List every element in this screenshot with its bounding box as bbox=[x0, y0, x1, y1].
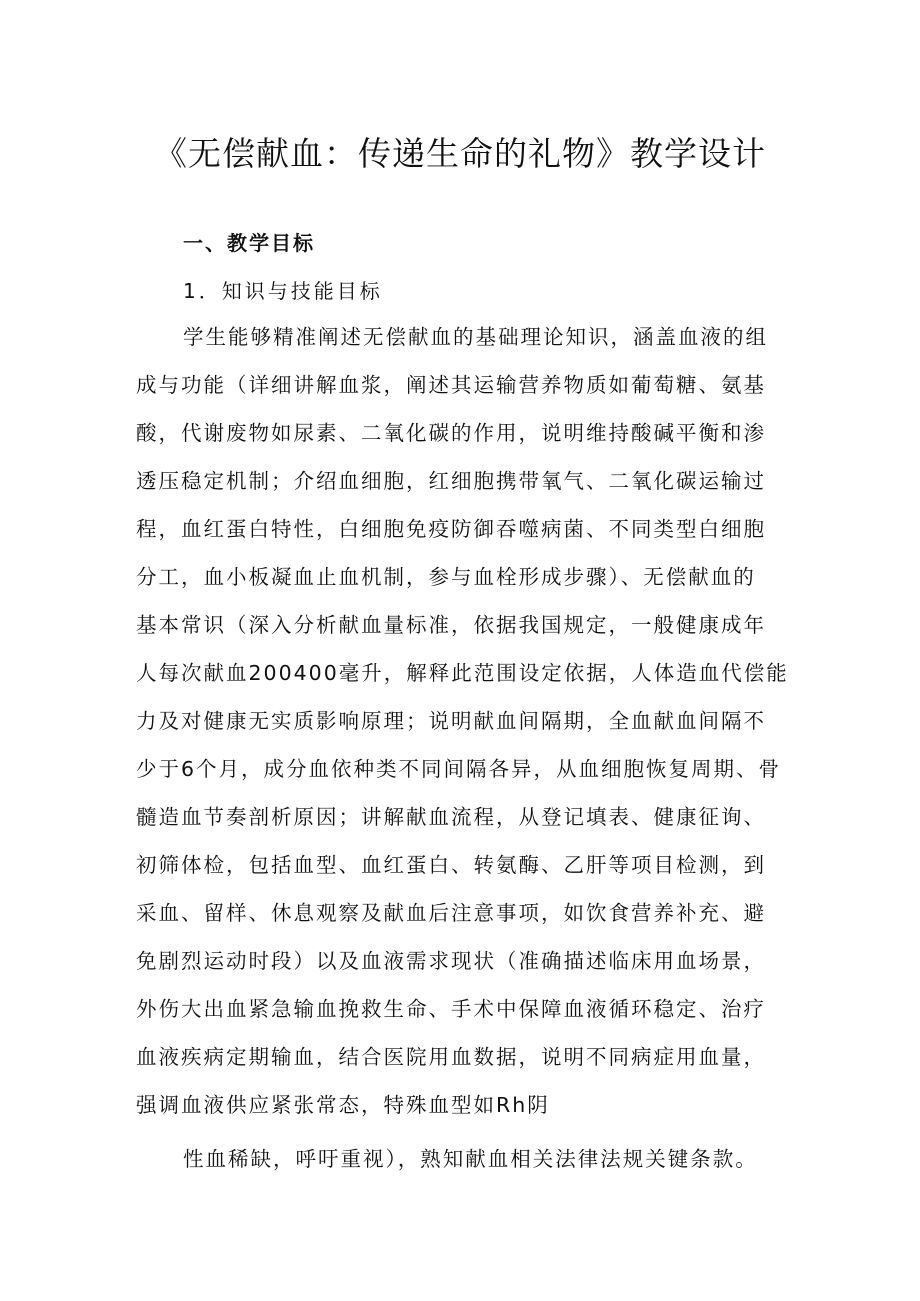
paragraph-line: 基本常识（深入分析献血量标准，依据我国规定，一般健康成年 bbox=[136, 613, 766, 637]
paragraph-line: 强调血液供应紧张常态，特殊血型如Rh阴 bbox=[136, 1093, 550, 1117]
paragraph-line: 髓造血节奏剖析原因；讲解献血流程，从登记填表、健康征询、 bbox=[136, 805, 766, 829]
paragraph-line: 少于6个月，成分血依种类不同间隔各异，从血细胞恢复周期、骨 bbox=[136, 757, 782, 781]
body-paragraph bbox=[136, 313, 796, 1129]
paragraph-line: 血液疾病定期输血，结合医院用血数据，说明不同病症用血量， bbox=[136, 1045, 766, 1069]
paragraph-line: 程，血红蛋白特性，白细胞免疫防御吞噬病菌、不同类型白细胞 bbox=[136, 517, 766, 541]
paragraph-line: 酸，代谢废物如尿素、二氧化碳的作用，说明维持酸碱平衡和渗 bbox=[136, 421, 766, 445]
paragraph-line: 透压稳定机制；介绍血细胞，红细胞携带氧气、二氧化碳运输过 bbox=[136, 469, 766, 493]
paragraph-line: 分工，血小板凝血止血机制，参与血栓形成步骤）、无偿献血的 bbox=[136, 565, 756, 589]
paragraph-line: 成与功能（详细讲解血浆，阐述其运输营养物质如葡萄糖、氨基 bbox=[136, 373, 766, 397]
paragraph-line: 外伤大出血紧急输血挽救生命、手术中保障血液循环稳定、治疗 bbox=[136, 997, 766, 1021]
paragraph-line: 人每次献血200400毫升，解释此范围设定依据，人体造血代偿能 bbox=[136, 661, 789, 685]
subheading: 1．知识与技能目标 bbox=[183, 279, 383, 303]
paragraph-line: 免剧烈运动时段）以及血液需求现状（准确描述临床用血场景， bbox=[136, 949, 766, 973]
body-paragraph-continued bbox=[136, 1135, 796, 1183]
document-title: 《无偿献血：传递生命的礼物》教学设计 bbox=[154, 134, 766, 173]
paragraph-line: 力及对健康无实质影响原理；说明献血间隔期，全血献血间隔不 bbox=[136, 709, 766, 733]
paragraph-line: 采血、留样、休息观察及献血后注意事项，如饮食营养补充、避 bbox=[136, 901, 766, 925]
paragraph-line: 初筛体检，包括血型、血红蛋白、转氨酶、乙肝等项目检测，到 bbox=[136, 853, 766, 877]
paragraph-line: 学生能够精准阐述无偿献血的基础理论知识，涵盖血液的组 bbox=[183, 325, 768, 349]
paragraph-line: 性血稀缺，呼吁重视），熟知献血相关法律法规关键条款。 bbox=[183, 1147, 758, 1171]
section-heading: 一、教学目标 bbox=[183, 231, 315, 255]
